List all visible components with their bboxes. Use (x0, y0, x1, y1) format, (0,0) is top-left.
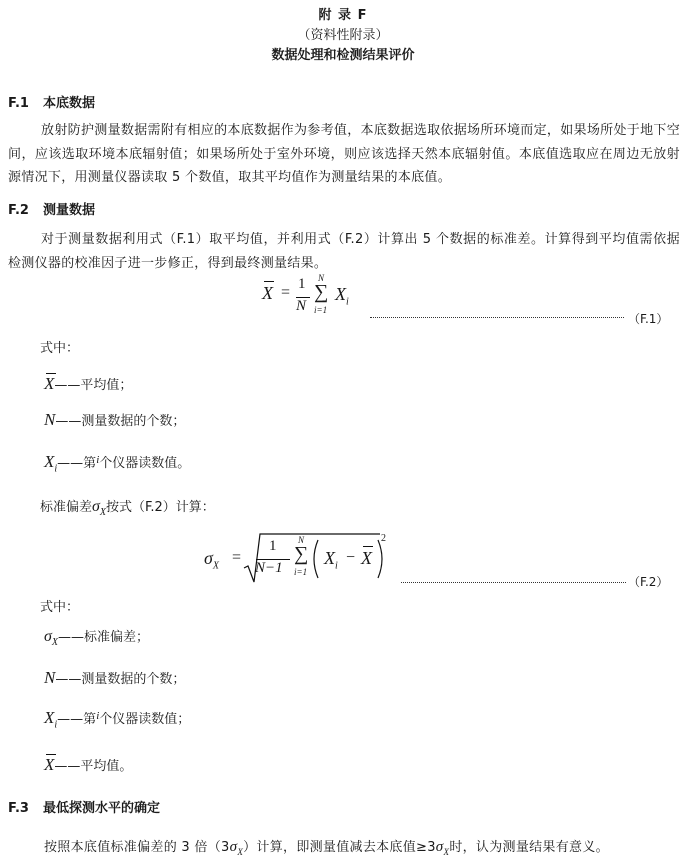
var-mean-item: X ——平均值； (44, 374, 133, 393)
eq1-xbar: X (262, 283, 273, 303)
eq2-sum-lower: i=1 (294, 567, 308, 577)
eq2-dot-leader (401, 582, 626, 583)
eq2-sum-sign: ∑ (294, 543, 309, 565)
appendix-title: 附 录 F (318, 8, 368, 23)
sd-intro: 标准偏差$\sigma_X$按式（F.2）计算： (40, 498, 215, 519)
eq2-denominator: N−1 (255, 560, 283, 576)
var-sigma-item: $\sigma_X——$标准偏差； (44, 628, 150, 649)
where-label-2: 式中： (40, 600, 80, 615)
sigma-x-inline-2: $\sigma_X$ (435, 839, 450, 857)
eq1-dot-leader (370, 317, 624, 318)
var-xi2-item: $X_i——$第$^i$个仪器读数值； (44, 708, 191, 731)
var-n2-item: N——测量数据的个数； (44, 668, 186, 687)
eq2-sum-upper: N (298, 535, 305, 545)
section-title: 测量数据 (42, 203, 95, 218)
section-f3-heading (8, 797, 160, 816)
var-xi-symbol: $X_i$ (44, 452, 58, 475)
eq1-sum-sign: ∑ (314, 281, 329, 303)
sigma-x-inline-1: $\sigma_X$ (229, 839, 244, 857)
eq2-sigma-x: $\sigma_X$ (204, 548, 219, 572)
var-sigma-symbol: $\sigma_X$ (44, 628, 58, 649)
var-xi2-symbol: $X_i$ (44, 708, 58, 731)
var-mean2-item: X ——平均值。 (44, 755, 133, 774)
appendix-heading: 数据处理和检测结果评价 (271, 48, 415, 63)
section-f3-body: 按照本底值标准偏差的 3 倍$(3\sigma_X)$计算，即测量值减去本底值$\ge 3\sigma_X$时，认为测量结果有意义。 (44, 839, 609, 857)
eq2-exponent: 2 (381, 533, 386, 544)
section-title: 最低探测水平的确定 (42, 801, 160, 816)
eq1-label: （F.1） (628, 312, 669, 326)
section-number: F.1 (8, 96, 29, 111)
section-title: 本底数据 (42, 96, 95, 111)
eq2-numerator: 1 (269, 538, 277, 554)
section-number: F.3 (8, 801, 29, 816)
eq1-sum-upper: N (318, 273, 325, 283)
var-xbar2-symbol: X (44, 755, 55, 774)
sigma-x-symbol: $\sigma_X$ (92, 498, 107, 519)
var-n-item: N——测量数据的个数； (44, 410, 186, 429)
eq2-xbar-overline (363, 546, 373, 547)
eq1-numerator: 1 (298, 276, 306, 292)
var-xi-item: $X_i——$第$^i$个仪器读数值。 (44, 452, 191, 475)
eq2-equals: = (232, 549, 242, 566)
eq1-xbar-overline (264, 281, 274, 282)
section-f2-body: 对于测量数据利用式（F.1）取平均值，并利用式（F.2）计算出 5 个数据的标准差。计算得到平均值需依据检测仪器的校准因子进一步修正，得到最终测量结果。 (8, 232, 680, 271)
section-f2-heading (8, 199, 95, 218)
var-n2-symbol: N (44, 668, 56, 687)
appendix-subtitle: （资料性附录） (297, 28, 389, 43)
section-f1-heading (8, 92, 95, 111)
eq2-label: （F.2） (628, 575, 669, 589)
eq2-minus: − (346, 549, 356, 566)
section-f1-body: 放射防护测量数据需附有相应的本底数据作为参考值，本底数据选取依据场所环境而定，如果场所处于地下空间，应该选取环境本底辐射值；如果场所处于室外环境，则应该选择天然本底辐射值。本底值选取应在周边无放射源情况下，用测量仪器读取 5 个数值，取其平均值作为测量结果的本底值。 (8, 123, 680, 185)
section-number: F.2 (8, 203, 29, 218)
eq2-xi: $X_i$ (324, 548, 338, 572)
eq1-sum-lower: i=1 (314, 305, 328, 315)
eq1-denominator: N (296, 298, 307, 314)
where-label-1: 式中： (40, 341, 80, 356)
var-n-symbol: N (44, 410, 56, 429)
eq2-xbar: X (361, 548, 372, 568)
eq1-equals: = (281, 284, 291, 301)
eq1-xi: $X_i$ (335, 284, 349, 308)
var-xbar-symbol: X (44, 374, 55, 393)
